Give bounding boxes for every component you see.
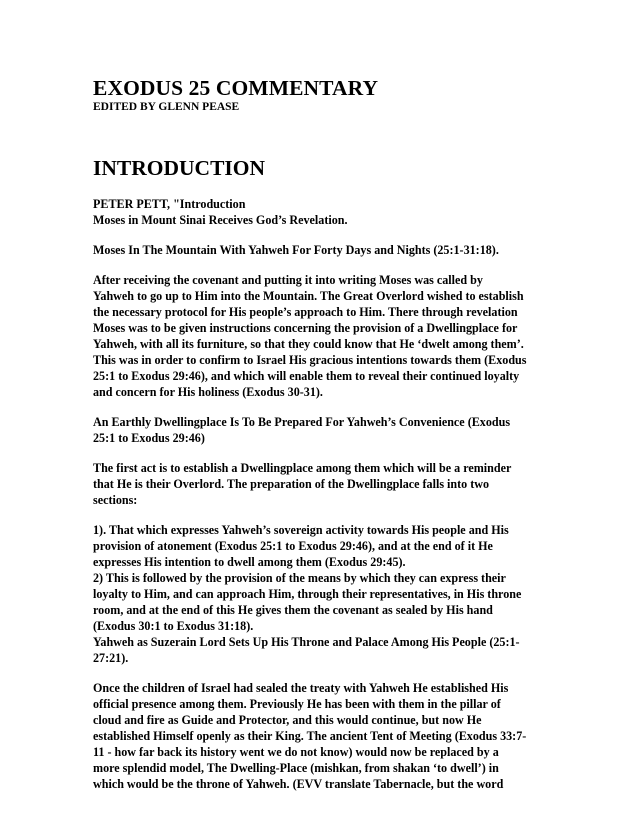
body-paragraph	[93, 196, 545, 228]
text-line: 25:1 to Exodus 29:46), and which will enable them to reveal their continued loyalty	[93, 369, 520, 383]
text-line: After receiving the covenant and putting it into writing Moses was called by	[93, 273, 483, 287]
text-line: 25:1 to Exodus 29:46)	[93, 431, 205, 445]
text-line: 11 - how far back its history went we do not know) would now be replaced by a	[93, 745, 499, 759]
text-line: Yahweh, with all its furniture, so that they could know that He ‘dwelt among them’.	[93, 337, 524, 351]
body-text	[93, 196, 545, 792]
body-paragraph	[93, 460, 545, 508]
body-paragraph	[93, 522, 545, 666]
text-line: official presence among them. Previously He has been with them in the pillar of	[93, 697, 501, 711]
text-line: Moses was to be given instructions concerning the provision of a Dwellingplace for	[93, 321, 518, 335]
text-line: 1). That which expresses Yahweh’s sovereign activity towards His people and His	[93, 523, 509, 537]
text-line: The first act is to establish a Dwellingplace among them which will be a reminder	[93, 461, 512, 475]
editor-credit: EDITED BY GLENN PEASE	[93, 101, 240, 113]
body-paragraph	[93, 242, 545, 258]
text-line: Yahweh to go up to Him into the Mountain. The Great Overlord wished to establish	[93, 289, 524, 303]
text-line: more splendid model, The Dwelling-Place (mishkan, from shakan ‘to dwell’) in	[93, 761, 499, 775]
text-line: and concern for His holiness (Exodus 30-31).	[93, 385, 323, 399]
document-title: EXODUS 25 COMMENTARY	[93, 76, 379, 100]
page-content	[93, 76, 545, 792]
text-line: sections:	[93, 493, 138, 507]
text-line: Moses in Mount Sinai Receives God’s Revelation.	[93, 213, 348, 227]
text-line: the necessary protocol for His people’s approach to Him. There through revelation	[93, 305, 518, 319]
text-line: established Himself openly as their King. The ancient Tent of Meeting (Exodus 33:7-	[93, 729, 527, 743]
text-line: provision of atonement (Exodus 25:1 to Exodus 29:46), and at the end of it He	[93, 539, 493, 553]
text-line: loyalty to Him, and can approach Him, through their representatives, in His throne	[93, 587, 522, 601]
text-line: PETER PETT, "Introduction	[93, 197, 246, 211]
text-line: that He is their Overlord. The preparation of the Dwellingplace falls into two	[93, 477, 490, 491]
text-line: room, and at the end of this He gives them the covenant as sealed by His hand	[93, 603, 493, 617]
text-line: 27:21).	[93, 651, 129, 665]
section-heading: INTRODUCTION	[93, 156, 266, 180]
text-line: 2) This is followed by the provision of the means by which they can express their	[93, 571, 506, 585]
body-paragraph	[93, 680, 545, 792]
text-line: This was in order to confirm to Israel His gracious intentions towards them (Exodus	[93, 353, 527, 367]
body-paragraph	[93, 272, 545, 400]
text-line: Yahweh as Suzerain Lord Sets Up His Throne and Palace Among His People (25:1-	[93, 635, 520, 649]
text-line: Once the children of Israel had sealed the treaty with Yahweh He established His	[93, 681, 509, 695]
text-line: An Earthly Dwellingplace Is To Be Prepared For Yahweh’s Convenience (Exodus	[93, 415, 511, 429]
text-line: cloud and fire as Guide and Protector, and this would continue, but now He	[93, 713, 482, 727]
text-line: expresses His intention to dwell among them (Exodus 29:45).	[93, 555, 406, 569]
text-line: Moses In The Mountain With Yahweh For Forty Days and Nights (25:1-31:18).	[93, 243, 499, 257]
body-paragraph	[93, 414, 545, 446]
text-line: (Exodus 30:1 to Exodus 31:18).	[93, 619, 254, 633]
text-line: which would be the throne of Yahweh. (EVV translate Tabernacle, but the word	[93, 777, 504, 791]
